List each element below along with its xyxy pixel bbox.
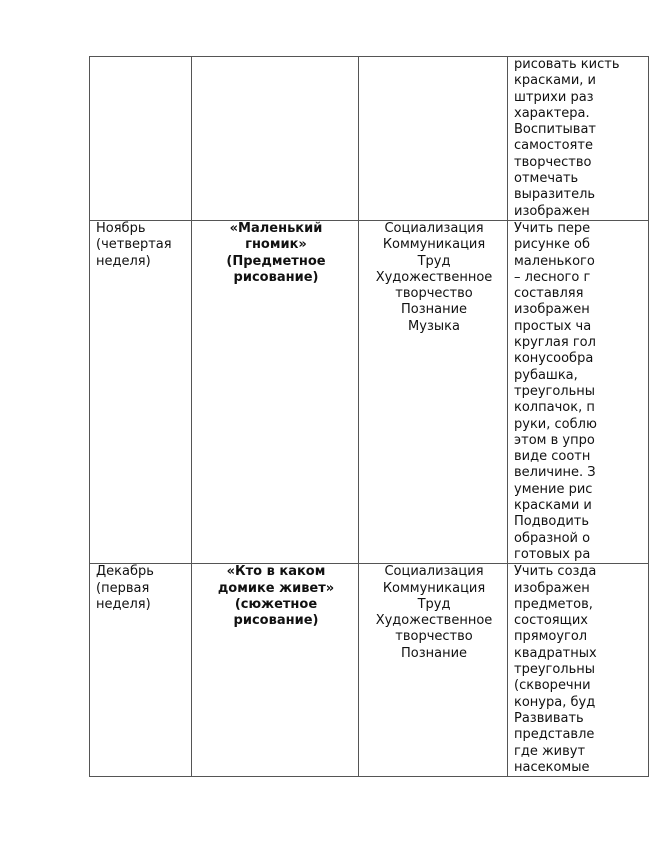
task-line: этом в упро (514, 432, 595, 448)
area-line: Коммуникация (382, 580, 486, 596)
area-line: Социализация (384, 564, 484, 580)
lesson-plan-table (89, 56, 649, 777)
table-row (90, 221, 649, 564)
task-line: штрихи раз (514, 89, 594, 105)
area-line: творчество (395, 286, 473, 302)
task-line: рисунке об (514, 237, 590, 253)
task-line: рисовать кисть (514, 57, 620, 72)
task-line: самостояте (514, 138, 593, 154)
task-line: где живут (514, 743, 586, 759)
task-line: квадратных (514, 645, 597, 661)
topic-text: «Кто в каком домике живет» (сюжетное рисование) (217, 564, 335, 629)
areas-cell (359, 57, 508, 221)
topic-cell (192, 57, 359, 221)
task-line: маленького (514, 253, 595, 269)
task-line: умение рис (514, 481, 593, 497)
task-line: составляя (514, 286, 584, 302)
tasks-cell (508, 221, 649, 564)
task-line: простых ча (514, 318, 592, 334)
task-line: прямоугол (514, 629, 588, 645)
task-line: треугольны (514, 662, 596, 678)
task-line: представле (514, 727, 595, 743)
period-cell (90, 57, 192, 221)
period-cell (90, 221, 192, 564)
area-line: Труд (417, 253, 451, 269)
task-line: творчество (514, 154, 592, 170)
task-line: величине. З (514, 465, 596, 481)
period-text: Декабрь (первая неделя) (96, 564, 154, 612)
task-line: виде соотн (514, 449, 591, 465)
task-line: готовых ра (514, 546, 591, 562)
task-line: отмечать (514, 171, 579, 187)
area-line: Познание (400, 302, 468, 318)
area-line: Труд (417, 596, 451, 612)
task-line: характера. (514, 105, 590, 121)
period-cell (90, 564, 192, 777)
task-line: руки, соблю (514, 416, 597, 432)
task-line: выразитель (514, 187, 596, 203)
area-line: Художественное (375, 269, 493, 285)
tasks-cell (508, 57, 649, 221)
areas-cell (359, 221, 508, 564)
task-line: предметов, (514, 596, 593, 612)
task-line: круглая гол (514, 335, 596, 351)
tasks-cell (508, 564, 649, 777)
table-row (90, 564, 649, 777)
task-line: конусообра (514, 351, 594, 367)
task-line: Подводить (514, 514, 590, 530)
task-line: Развивать (514, 710, 584, 726)
task-line: красками, и (514, 73, 597, 89)
area-line: творчество (395, 629, 473, 645)
task-line: изображен (514, 580, 590, 596)
task-line: рубашка, (514, 367, 578, 383)
task-line: Воспитыват (514, 122, 597, 138)
task-line: (скворечни (514, 678, 591, 694)
area-line: Музыка (408, 318, 460, 334)
task-line: Учить пере (514, 221, 591, 236)
topic-text: «Маленький гномик» (Предметное рисование) (226, 221, 326, 285)
table-row (90, 57, 649, 221)
period-text: Ноябрь (четвертая неделя) (96, 221, 172, 269)
task-line: изображен (514, 302, 590, 318)
task-line: состоящих (514, 613, 588, 629)
task-line: насекомые (514, 759, 590, 775)
task-line: – лесного г (514, 269, 591, 285)
task-line: образной о (514, 530, 591, 546)
task-line: красками и (514, 498, 592, 514)
topic-cell (192, 564, 359, 777)
task-line: треугольны (514, 383, 596, 399)
task-line: Учить созда (514, 564, 597, 580)
areas-cell (359, 564, 508, 777)
area-line: Коммуникация (382, 237, 486, 253)
topic-cell (192, 221, 359, 564)
task-line: изображен (514, 203, 590, 219)
task-line: колпачок, п (514, 400, 595, 416)
task-line: конура, буд (514, 694, 596, 710)
area-line: Социализация (384, 221, 484, 236)
area-line: Познание (400, 645, 468, 661)
area-line: Художественное (375, 613, 493, 629)
